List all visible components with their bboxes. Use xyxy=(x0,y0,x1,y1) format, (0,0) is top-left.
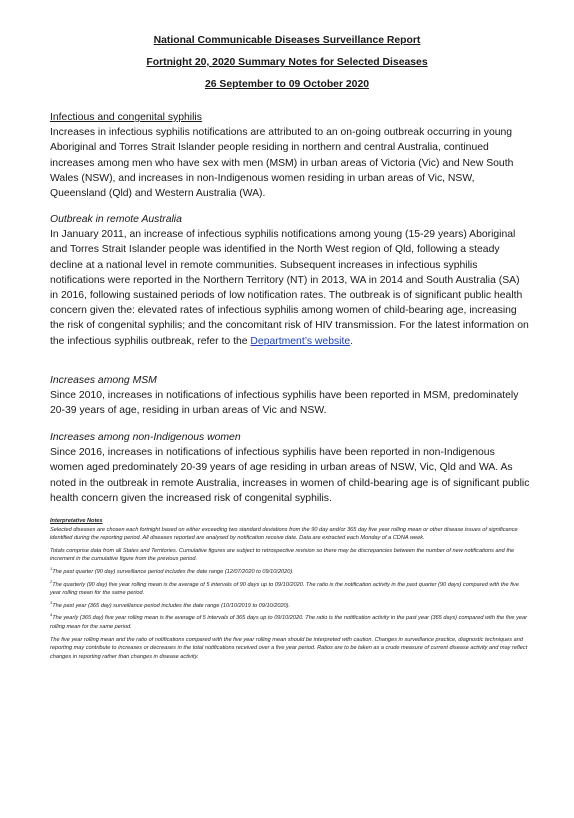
footnote-marker: 3 xyxy=(50,599,53,605)
footnote-marker: 4 xyxy=(50,612,53,618)
remote-outbreak-text: In January 2011, an increase of infectious syphilis notifications among young (15-29 years) Aboriginal and Torres Strait Islander people was identified in the North West region of Qld, following a steady decline at a national level in remote communities. Subsequent increases in infectious syphilis notifications were reported in the Northern Territory (NT) in 2013, WA in 2014 and South Australia (SA) in 2016, following sustained periods of low notification rates. The outbreak is of significant public health concern given the: elevated rates of infectious syphilis among women of child-bearing age, increasing the risk of congenital syphilis; and the concomitant risk of HIV transmission. For the latest information on the infectious syphilis outbreak, refer to the xyxy=(50,229,529,347)
note-text: The quarterly (90 day) five year rolling mean is the average of 5 intervals of 90 days up to 09/10/2020. The ratio is the notification activity in the past quarter (90 days) compared with the five year rolling mean for the same period. xyxy=(50,581,519,597)
report-title: National Communicable Diseases Surveillance Report xyxy=(153,35,421,46)
report-date-range: 26 September to 09 October 2020 xyxy=(204,79,369,90)
report-subtitle: Fortnight 20, 2020 Summary Notes for Selected Diseases xyxy=(146,57,428,68)
subsection-text: Since 2010, increases in notifications of infectious syphilis have been reported in MSM, predominately 20-39 years of age, residing in urban areas of Vic and NSW. xyxy=(50,390,519,417)
subsection-title: Increases among non-Indigenous women xyxy=(50,432,241,443)
remote-outbreak-end: . xyxy=(350,335,354,347)
note-text: The yearly (365 day) five year rolling mean is the average of 5 intervals of 365 days up to 09/10/2020. The ratio is the notification activity in the past year (365 days) compared with the five year rolling mean for the same period. xyxy=(50,615,527,630)
women-section xyxy=(50,430,530,506)
subsection-text xyxy=(50,227,530,349)
footnote-marker: 2 xyxy=(50,578,53,584)
remote-outbreak-section xyxy=(50,212,530,349)
note-text: The past quarter (90 day) surveillance period includes the date range (12/07/2020 to 09/10/2020). xyxy=(52,568,294,575)
note-text: The past year (365 day) surveillance period includes the date range (10/10/2019 to 09/10/2020). xyxy=(52,602,291,609)
note-paragraph xyxy=(50,578,528,598)
note-paragraph: The five year rolling mean and the ratio of notifications compared with the five year rolling mean should be interpreted with caution. Changes in surveillance practice, diagnostic techniques and reporting may contribute to increases or decreases in the total notifications received over a five year period. Ratios are to be taken as a crude measure of current disease activity and may reflect changes in reporting rather than changes in disease activity. xyxy=(50,636,528,660)
note-paragraph: Totals comprise data from all States and Territories. Cumulative figures are subject to retrospective revision so there may be discrepancies between the number of new notifications and the increment in the cumulative figure from the previous period. xyxy=(50,547,515,563)
syphilis-section xyxy=(50,110,530,201)
section-title: Infectious and congenital syphilis xyxy=(50,112,202,123)
interpretative-notes xyxy=(50,517,528,665)
msm-section xyxy=(50,373,530,419)
note-paragraph: Selected diseases are chosen each fortnight based on either exceeding two standard deviations from the 90 day and/or 365 day five year rolling mean or other disease issues of significance identified during the reporting period. All diseases reported are analysed by notification receive date. Data are extracted each Monday of a CDNA week. xyxy=(50,526,518,542)
section-intro: Increases in infectious syphilis notifications are attributed to an on-going outbreak occurring in young Aboriginal and Torres Strait Islander people residing in northern and central Australia, continued increases among men who have sex with men (MSM) in urban areas of Victoria (Vic) and New South Wales (NSW), and increases in non-Indigenous women residing in urban areas of Vic, NSW, Queensland (Qld) and Western Australia (WA). xyxy=(50,127,514,200)
subsection-title: Increases among MSM xyxy=(50,375,157,386)
note-paragraph xyxy=(50,568,528,577)
footnote-marker: 1 xyxy=(50,566,53,572)
note-paragraph xyxy=(50,599,528,611)
note-paragraph xyxy=(50,614,528,631)
subsection-text: Since 2016, increases in notifications of infectious syphilis have been reported in non-Indigenous women aged predominately 20-39 years of age residing in urban areas of NSW, Vic, Qld and WA. As noted in the outbreak in remote Australia, increases in women of child-bearing age is of significant public health concern given the increased risk of congenital syphilis. xyxy=(50,447,530,504)
subsection-title: Outbreak in remote Australia xyxy=(50,214,182,225)
department-website-link[interactable]: Department’s website xyxy=(250,335,351,347)
notes-title: Interpretative Notes xyxy=(50,518,103,524)
